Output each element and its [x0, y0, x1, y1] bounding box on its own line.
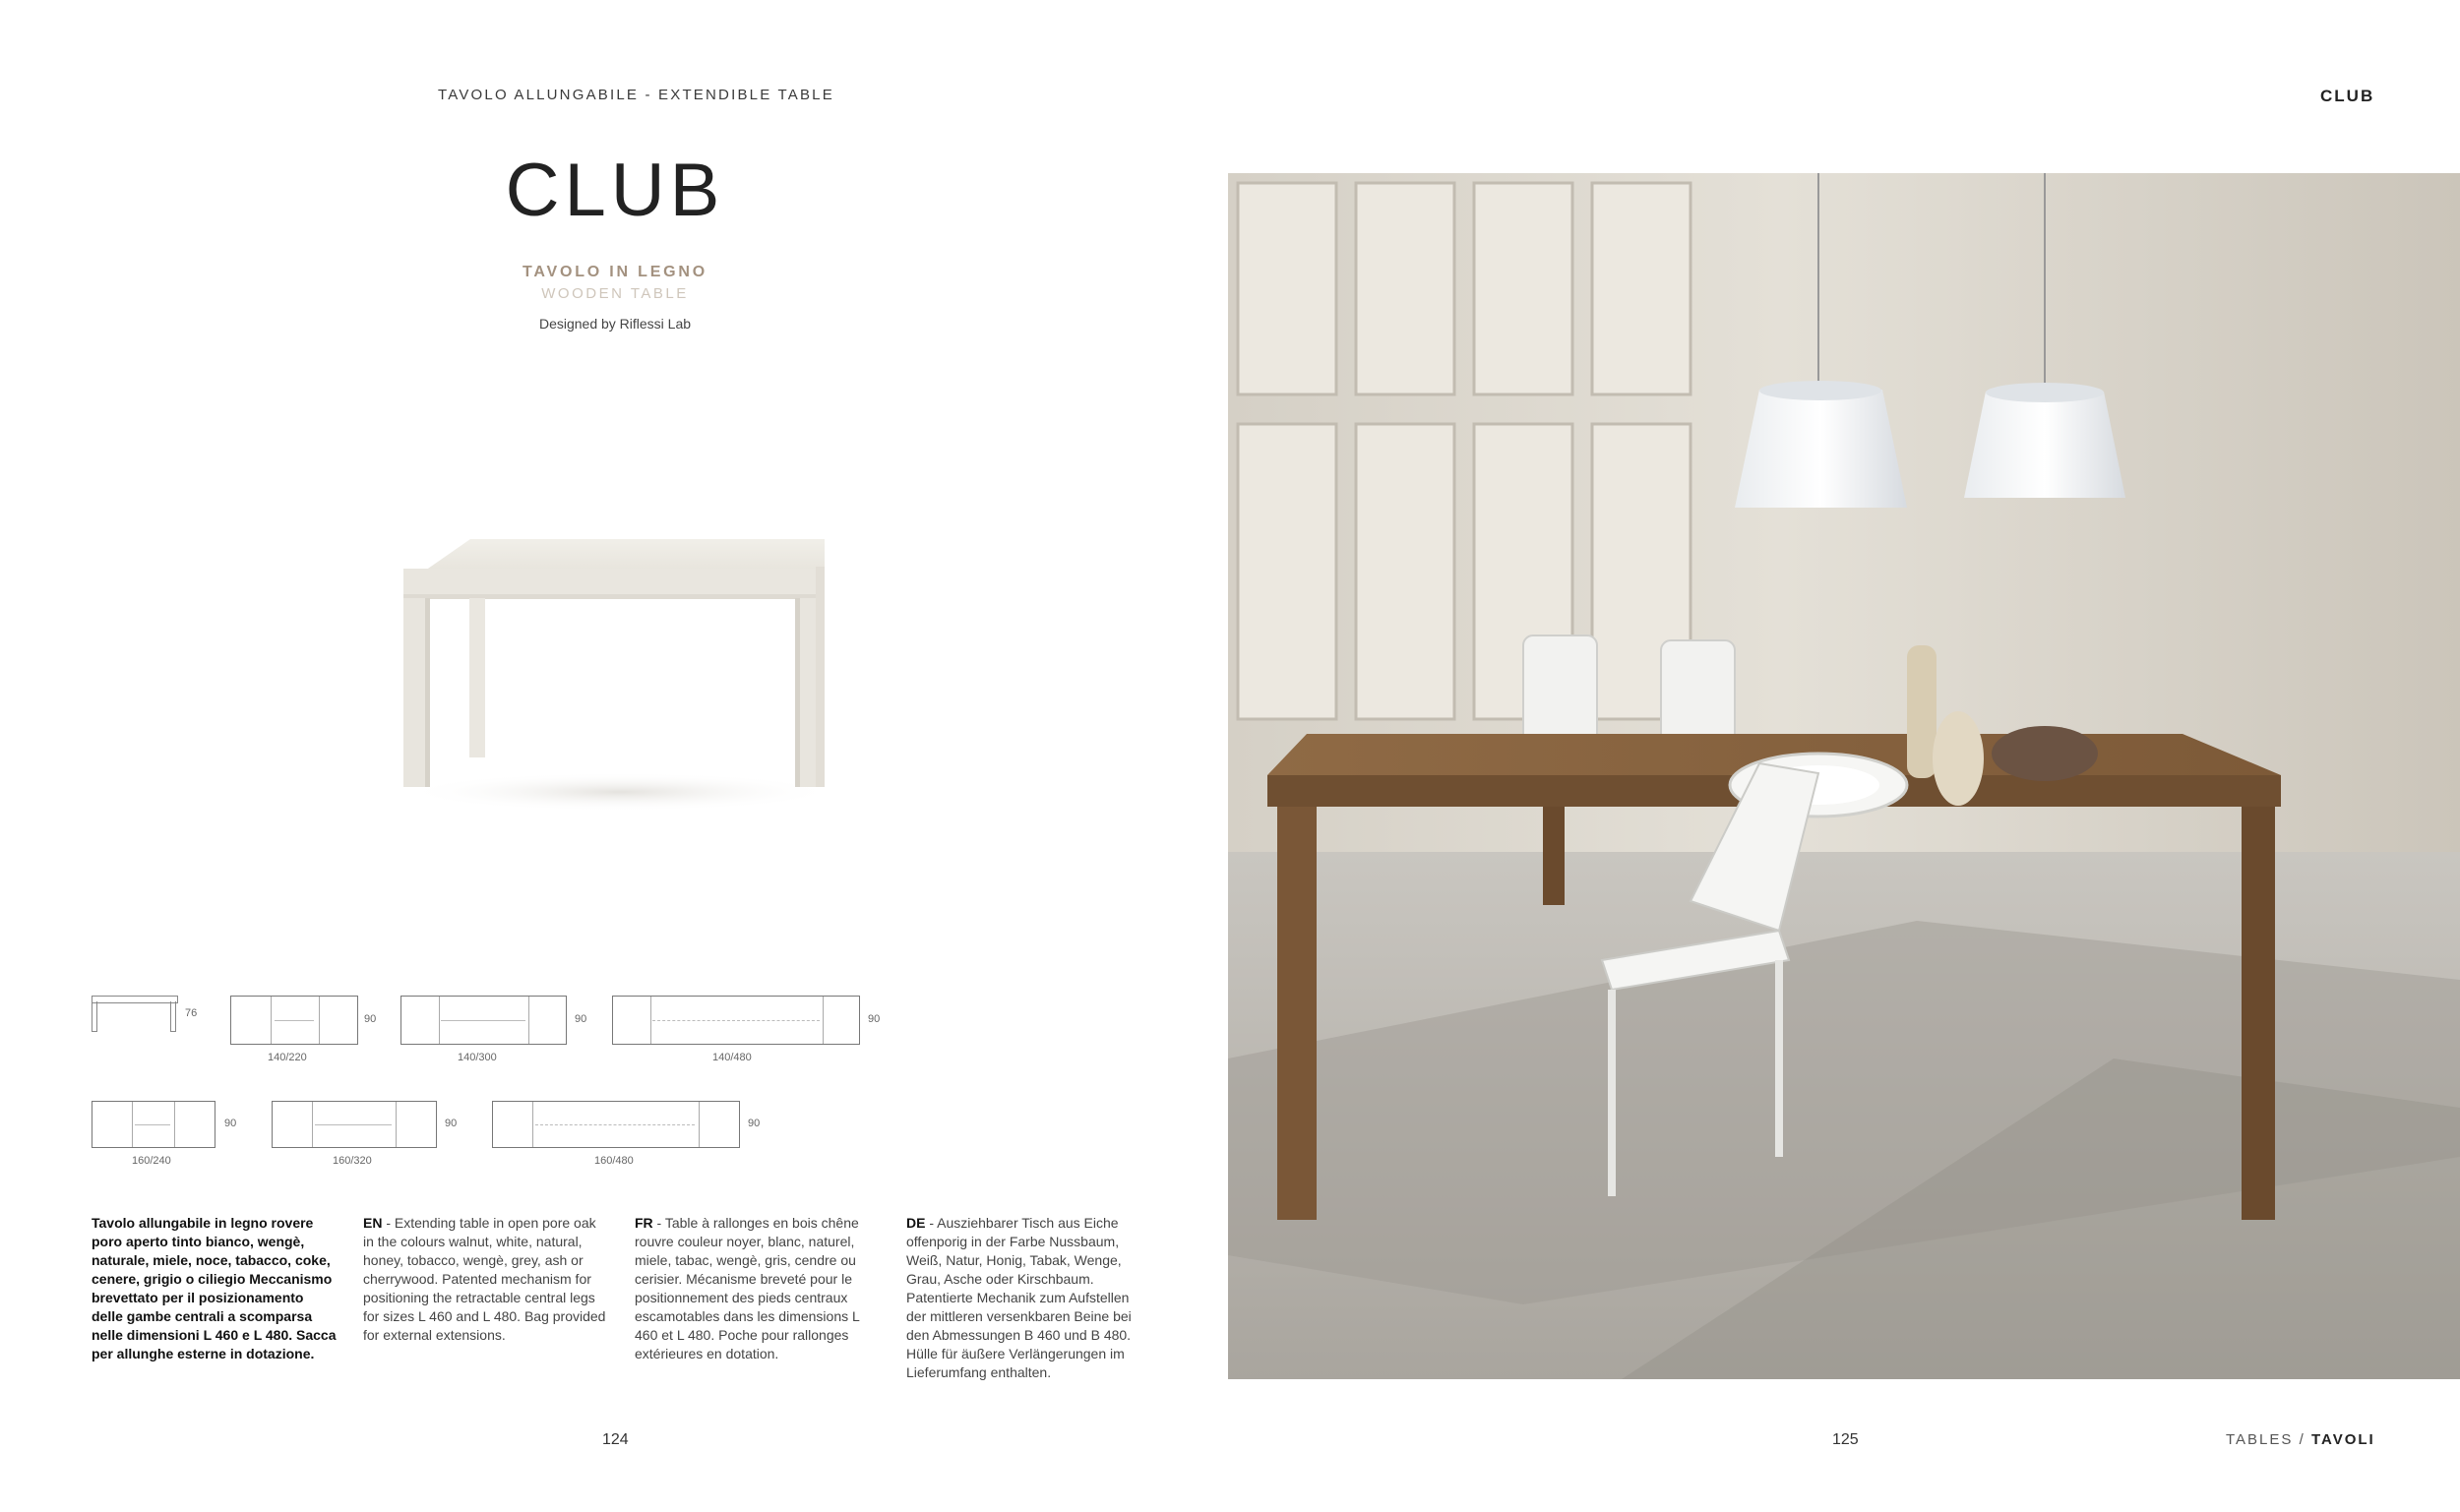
size-label: 140/480 [712, 1052, 752, 1063]
size-label: 160/240 [132, 1155, 171, 1167]
height-label: 76 [185, 1007, 198, 1019]
diagram-160-480 [492, 1101, 740, 1148]
depth-label: 90 [224, 1118, 237, 1129]
catalog-kicker: TAVOLO ALLUNGABILE - EXTENDIBLE TABLE [438, 87, 834, 103]
lang-code-de: DE [906, 1215, 926, 1231]
description-italian: Tavolo allungabile in legno rovere poro aperto tinto bianco, wengè, naturale, miele, noce, tabacco, coke, cenere, grigio o ciliegio Meccanismo brevettato per il posizionamento delle gambe centrali a scomparsa nelle dimensioni L 460 e L 480. Sacca per allunghe esterne in dotazione. [92, 1215, 337, 1361]
description-french [635, 1214, 881, 1363]
size-label: 160/320 [333, 1155, 372, 1167]
depth-label: 90 [868, 1013, 881, 1025]
white-table-illustration [384, 521, 856, 816]
subtitle-english: WOODEN TABLE [541, 285, 689, 302]
diagram-160-320 [272, 1101, 437, 1148]
lang-code-fr: FR [635, 1215, 653, 1231]
page-number-right: 125 [1832, 1431, 1859, 1448]
size-label: 160/480 [594, 1155, 634, 1167]
designer-credit: Designed by Riflessi Lab [538, 316, 692, 332]
height-diagram [92, 996, 180, 1035]
dining-room-photo [1228, 173, 2460, 1379]
diagram-140-300 [400, 996, 567, 1045]
product-title: CLUB [505, 149, 725, 232]
depth-label: 90 [748, 1118, 761, 1129]
section-separator: / [2293, 1431, 2311, 1448]
description-fr-text: - Table à rallonges en bois chêne rouvre couleur noyer, blanc, naturel, miele, tabac, wengè, gris, cendre ou cerisier. Mécanisme breveté pour le positionnement des pieds centraux escamotables dans les dimensions L 460 et L 480. Poche pour rallonges extérieures en dotation. [635, 1215, 860, 1361]
diagram-160-240 [92, 1101, 215, 1148]
section-english: TABLES [2226, 1431, 2294, 1448]
description-english [363, 1214, 609, 1345]
size-label: 140/220 [268, 1052, 307, 1063]
subtitle-italian: TAVOLO IN LEGNO [522, 264, 708, 280]
lang-code-en: EN [363, 1215, 383, 1231]
description-en-text: - Extending table in open pore oak in the colours walnut, white, natural, honey, tobacco, wengè, grey, ash or cherrywood. Patented mechanism for positioning the retractable central legs for sizes L 460 and L 480. Bag provided for external extensions. [363, 1215, 606, 1343]
description-de-text: - Ausziehbarer Tisch aus Eiche offenporig in der Farbe Nussbaum, Weiß, Natur, Honig, Tabak, Wenge, Grau, Asche oder Kirschbaum. Patentierte Mechanik zum Aufstellen der mittleren versenkbaren Beine bei den Abmessungen B 460 und B 480. Hülle für äußere Verlängerungen im Lieferumfang enthalten. [906, 1215, 1132, 1380]
diagram-140-480 [612, 996, 860, 1045]
depth-label: 90 [445, 1118, 458, 1129]
brand-label: CLUB [2320, 87, 2375, 105]
section-label [2226, 1431, 2375, 1448]
page-number-left: 124 [602, 1431, 629, 1448]
size-label: 140/300 [458, 1052, 497, 1063]
section-italian: TAVOLI [2310, 1431, 2375, 1448]
description-german [906, 1214, 1152, 1382]
depth-label: 90 [364, 1013, 377, 1025]
depth-label: 90 [575, 1013, 587, 1025]
diagram-140-220 [230, 996, 358, 1045]
